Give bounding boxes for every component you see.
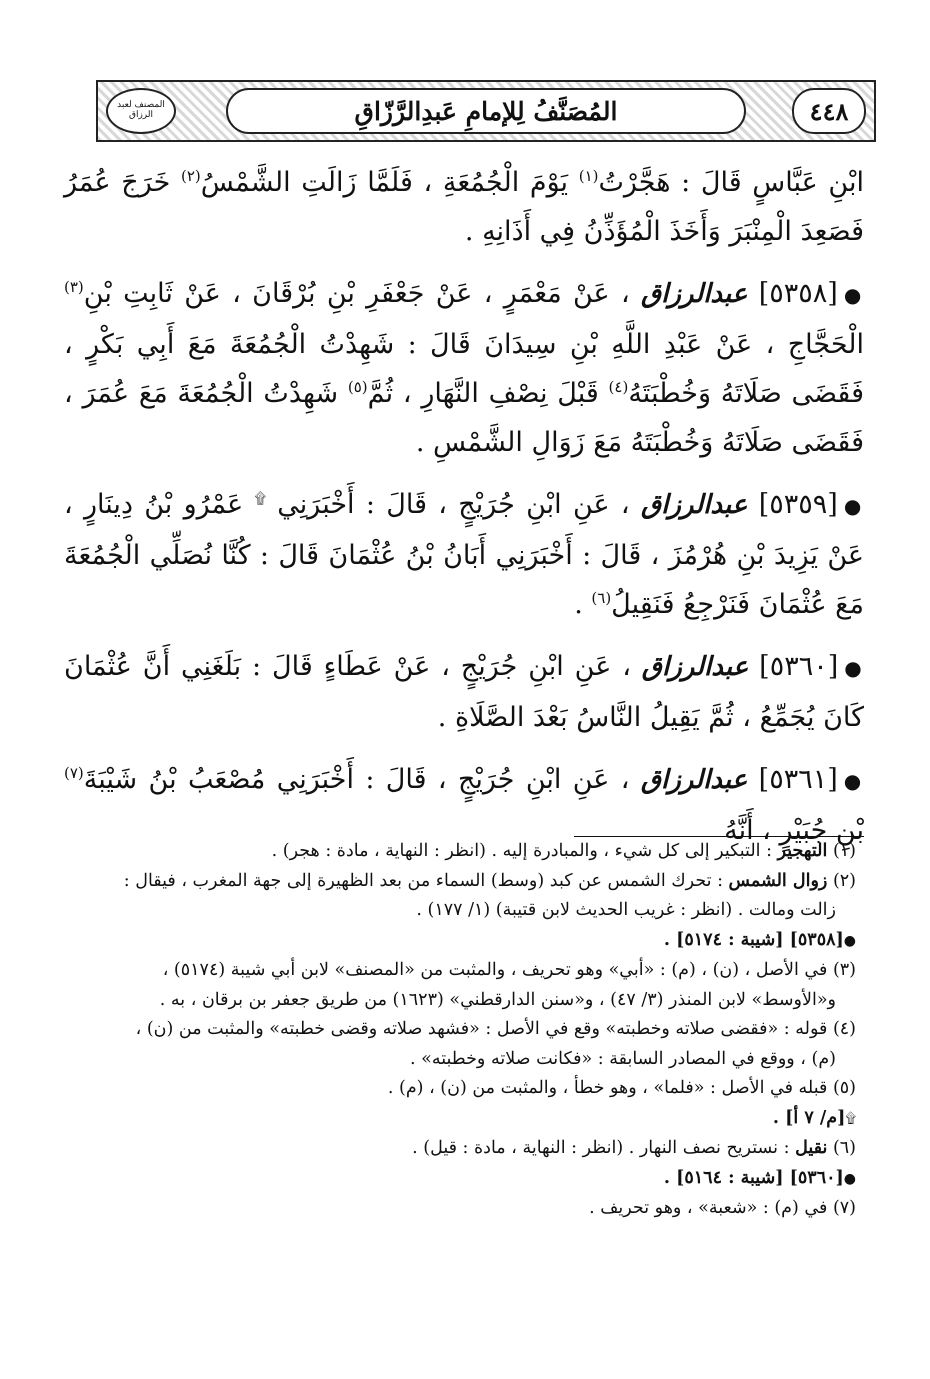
footnote-7: (٧) في (م) : «شعبة» ، وهو تحريف .: [589, 1198, 856, 1218]
footnote-3: (٣) في الأصل ، (ن) ، (م) : «أبي» وهو تحريف ، والمثبت من «المصنف» لابن أبي شيبة (٥١٧٤) ،: [162, 960, 856, 980]
paragraph-continuation: ابْنِ عَبَّاسٍ قَالَ : هَجَّرْتُ$^{(١)}$ يَوْمَ الْجُمُعَةِ ، فَلَمَّا زَالَتِ الشَّمْسُ$^{(٢)}$ خَرَجَ عُمَرُ فَصَعِدَ الْمِنْبَرَ وَأَخَذَ الْمُؤَذِّنُ فِي أَذَانِهِ .: [64, 167, 864, 247]
footnotes: [64, 836, 864, 1224]
footnote-ref[interactable]: (٢): [180, 167, 201, 185]
hadith-number: [٥٣٦٠]: [759, 651, 839, 682]
author-name: عبدالرزاق: [640, 279, 748, 309]
hadith-number: [٥٣٦١]: [758, 764, 838, 795]
book-title: المُصَنَّفُ لِلإمامِ عَبدِالرَّزّاقِ: [226, 88, 746, 134]
footnote-ref[interactable]: (٦): [591, 589, 612, 607]
footnote-ref[interactable]: (٧): [64, 764, 84, 782]
hadith-5361: ●[٥٣٦١] عبدالرزاق ، عَنِ ابْنِ جُرَيْجٍ ، قَالَ : أَخْبَرَنِي مُصْعَبُ بْنُ شَيْبَةَ$^{(٧)}$ بْنِ جُبَيْرٍ ، أَنَّهُ: [64, 764, 864, 846]
footnote-4: (٤) قوله : «فقضى صلاته وخطبته» وقع في الأصل : «فشهد صلاته وقضى خطبته» والمثبت من (ن) ،: [135, 1019, 856, 1039]
footnote-ref[interactable]: (٣): [64, 278, 84, 296]
footnote-6: (٦) نقيل : نستريح نصف النهار . (انظر : النهاية ، مادة : قيل) .: [412, 1138, 856, 1158]
hadith-5360: ●[٥٣٦٠] عبدالرزاق ، عَنِ ابْنِ جُرَيْجٍ ، عَنْ عَطَاءٍ قَالَ : بَلَغَنِي أَنَّ عُثْمَانَ كَانَ يُجَمِّعُ ، ثُمَّ يَقِيلُ النَّاسُ بَعْدَ الصَّلَاةِ .: [64, 651, 864, 733]
footnote-5: (٥) قبله في الأصل : «فلما» ، وهو خطأ ، والمثبت من (ن) ، (م) .: [387, 1078, 856, 1098]
footnote-ref[interactable]: (٤): [608, 378, 629, 396]
bullet-icon: ●: [843, 932, 856, 949]
footnote-2: (٢) زوال الشمس : تحرك الشمس عن كبد (وسط) السماء من بعد الظهيرة إلى جهة المغرب ، فيقال :: [123, 870, 856, 891]
footnote-2-continuation: زالت ومالت . (انظر : غريب الحديث لابن قتيبة) (١/ ١٧٧) .: [416, 900, 836, 920]
bullet-icon: ●: [844, 656, 864, 680]
hadith-number: [٥٣٥٩]: [758, 489, 838, 520]
hadith-5358: ●[٥٣٥٨] عبدالرزاق ، عَنْ مَعْمَرٍ ، عَنْ جَعْفَرِ بْنِ بُرْقَانَ ، عَنْ ثَابِتِ بْنِ$^{(٣)}$ الْحَجَّاجِ ، عَنْ عَبْدِ اللَّهِ بْنِ سِيدَانَ قَالَ : شَهِدْتُ الْجُمُعَةَ مَعَ أَبِي بَكْرٍ ، فَقَضَى صَلَاتَهُ وَخُطْبَتَهُ$^{(٤)}$ قَبْلَ نِصْفِ النَّهَارِ ، ثُمَّ$^{(٥)}$ شَهِدْتُ الْجُمُعَةَ مَعَ عُمَرَ ، فَقَضَى صَلَاتَهُ وَخُطْبَتَهُ مَعَ زَوَالِ الشَّمْسِ .: [64, 278, 864, 458]
author-name: عبدالرزاق: [640, 490, 748, 520]
footnote-ref[interactable]: (٥): [347, 378, 368, 396]
hadith-5359: ●[٥٣٥٩] عبدالرزاق ، عَنِ ابْنِ جُرَيْجٍ ، قَالَ : أَخْبَرَنِي ۩ عَمْرُو بْنُ دِينَارٍ ، عَنْ يَزِيدَ بْنِ هُرْمُزَ ، قَالَ : أَخْبَرَنِي أَبَانُ بْنُ عُثْمَانَ قَالَ : كُنَّا نُصَلِّي الْجُمُعَةَ مَعَ عُثْمَانَ فَنَرْجِعُ فَنَقِيلُ$^{(٦)}$ .: [64, 489, 864, 620]
main-text: [64, 158, 864, 868]
hadith-number: [٥٣٥٨]: [758, 278, 838, 309]
author-name: عبدالرزاق: [640, 765, 748, 795]
footnote-3-continuation: و«الأوسط» لابن المنذر (٣/ ٤٧) ، و«سنن الدارقطني» (١٦٢٣) من طريق جعفر بن برقان ، به .: [159, 989, 836, 1010]
book-logo: المصنف لعبد الرزاق: [106, 88, 176, 134]
page-number: ٤٤٨: [792, 88, 866, 134]
bullet-icon: ●: [843, 283, 864, 307]
footnote-4-continuation: (م) ، ووقع في المصادر السابقة : «فكانت صلاته وخطبته» .: [409, 1048, 836, 1069]
bullet-icon: ●: [843, 769, 864, 793]
bullet-icon: ●: [843, 494, 864, 518]
footnote-1: (١) التهجير : التبكير إلى كل شيء ، والمبادرة إليه . (انظر : النهاية ، مادة : هجر) .: [271, 841, 856, 861]
cross-reference: ●[٥٣٥٨] [شيبة : ٥١٧٤] .: [663, 929, 856, 950]
cross-reference: ●[٥٣٦٠] [شيبة : ٥١٦٤] .: [663, 1167, 856, 1188]
bullet-icon: ●: [843, 1170, 856, 1187]
running-header: [96, 80, 876, 142]
manuscript-mark-icon: ۩: [254, 489, 266, 507]
manuscript-page-ref: ۩[م/ ٧ أ] .: [772, 1107, 856, 1128]
manuscript-mark-icon: ۩: [845, 1110, 856, 1127]
footnote-ref[interactable]: (١): [578, 167, 599, 185]
author-name: عبدالرزاق: [641, 652, 749, 682]
